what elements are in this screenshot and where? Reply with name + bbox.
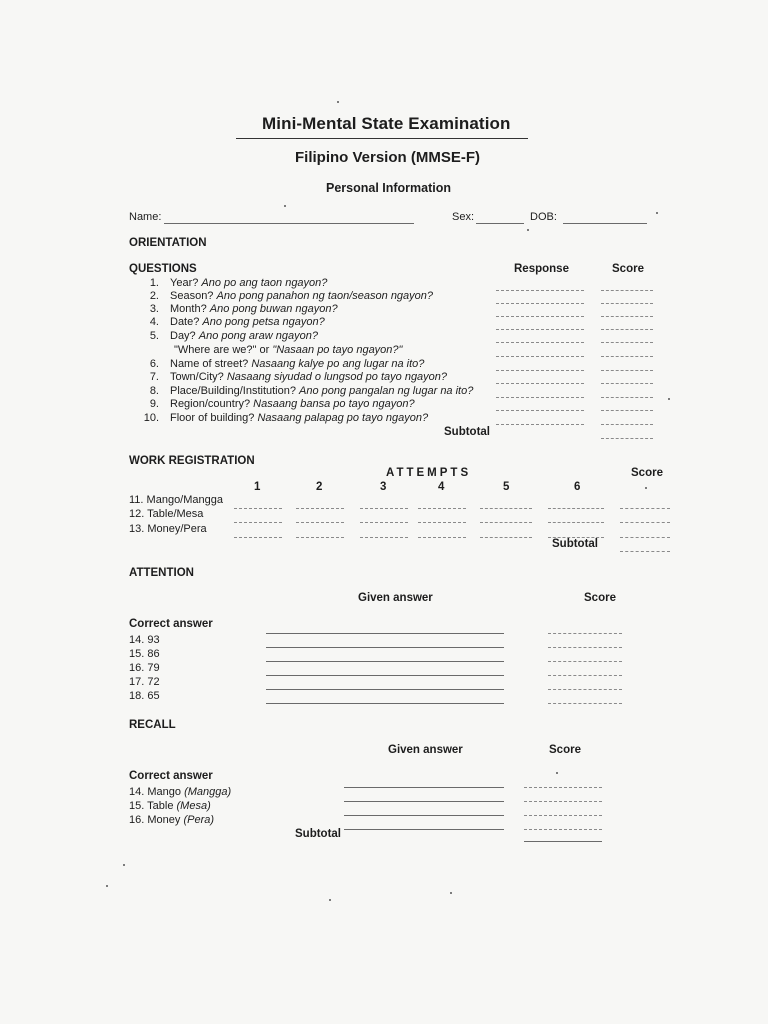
- question-text: Place/Building/Institution? Ano pong pangalan ng lugar na ito?: [170, 385, 474, 397]
- attempt-field[interactable]: [480, 537, 532, 538]
- response-field[interactable]: [496, 370, 584, 371]
- response-field[interactable]: [496, 303, 584, 304]
- question-number: 3.: [149, 303, 159, 315]
- given-answer-field[interactable]: [344, 815, 504, 816]
- attention-subtotal-field[interactable]: [548, 703, 622, 704]
- score-field[interactable]: [601, 303, 653, 304]
- score-field[interactable]: [601, 329, 653, 330]
- score-field[interactable]: [548, 633, 622, 634]
- score-field[interactable]: [548, 675, 622, 676]
- attention-given-label: Given answer: [358, 592, 433, 604]
- name-field[interactable]: [164, 223, 414, 224]
- recall-given-label: Given answer: [388, 744, 463, 756]
- registration-score-label: Score: [631, 467, 663, 479]
- response-label: Response: [514, 263, 569, 275]
- attempt-number: 5: [503, 481, 510, 493]
- attempt-field[interactable]: [480, 522, 532, 523]
- given-answer-field[interactable]: [266, 689, 504, 690]
- correct-answer: 18. 65: [129, 690, 160, 702]
- attempt-field[interactable]: [480, 508, 532, 509]
- score-field[interactable]: [601, 397, 653, 398]
- recall-subtotal-field[interactable]: [524, 841, 602, 842]
- question-text: Floor of building? Nasaang palapag po tayo ngayon?: [170, 412, 429, 424]
- orientation-subtotal-label: Subtotal: [444, 426, 490, 438]
- section-title: Personal Information: [326, 181, 452, 195]
- attempt-field[interactable]: [360, 522, 408, 523]
- response-field[interactable]: [496, 356, 584, 357]
- question-number: 9.: [149, 398, 159, 410]
- score-field[interactable]: [548, 661, 622, 662]
- question-number: 7.: [149, 371, 159, 383]
- score-field[interactable]: [620, 537, 670, 538]
- attempt-field[interactable]: [548, 508, 604, 509]
- attempt-field[interactable]: [234, 508, 282, 509]
- sex-label: Sex:: [452, 211, 475, 223]
- response-field[interactable]: [496, 397, 584, 398]
- recall-score-extra-line[interactable]: [524, 829, 602, 830]
- score-field[interactable]: [524, 787, 602, 788]
- score-field[interactable]: [601, 424, 653, 425]
- question-text: Date? Ano pong petsa ngayon?: [170, 316, 325, 328]
- response-field[interactable]: [496, 383, 584, 384]
- question-number: 1.: [149, 277, 159, 289]
- recall-heading: RECALL: [129, 719, 176, 731]
- score-field[interactable]: [620, 508, 670, 509]
- title-divider: [236, 138, 528, 139]
- question-text: Month? Ano pong buwan ngayon?: [170, 303, 338, 315]
- question-text: Season? Ano pong panahon ng taon/season ngayon?: [170, 290, 434, 302]
- response-field[interactable]: [496, 342, 584, 343]
- attention-correct-label: Correct answer: [129, 618, 213, 630]
- attempt-field[interactable]: [296, 537, 344, 538]
- question-number: 8.: [149, 385, 159, 397]
- score-field[interactable]: [548, 647, 622, 648]
- registration-heading: WORK REGISTRATION: [129, 455, 255, 467]
- score-field[interactable]: [601, 383, 653, 384]
- correct-answer: 17. 72: [129, 676, 160, 688]
- score-field[interactable]: [601, 410, 653, 411]
- correct-answer: 14. 93: [129, 634, 160, 646]
- question-number: 4.: [149, 316, 159, 328]
- orientation-subtotal-field[interactable]: [601, 438, 653, 439]
- score-field[interactable]: [601, 290, 653, 291]
- correct-answer: 15. 86: [129, 648, 160, 660]
- response-field[interactable]: [496, 316, 584, 317]
- attempt-field[interactable]: [234, 537, 282, 538]
- score-field[interactable]: [601, 370, 653, 371]
- question-text: Day? Ano pong araw ngayon?: [170, 330, 319, 342]
- score-field[interactable]: [548, 689, 622, 690]
- score-field[interactable]: [601, 356, 653, 357]
- question-number: 10.: [143, 412, 159, 424]
- attention-given-extra-line[interactable]: [266, 703, 504, 704]
- correct-answer: 16. 79: [129, 662, 160, 674]
- recall-given-extra-line[interactable]: [344, 829, 504, 830]
- name-label: Name:: [129, 211, 162, 223]
- attempt-number: 4: [438, 481, 445, 493]
- recall-score-label: Score: [549, 744, 581, 756]
- attempt-number: 3: [380, 481, 387, 493]
- dob-field[interactable]: [563, 223, 647, 224]
- given-answer-field[interactable]: [344, 787, 504, 788]
- attempt-field[interactable]: [234, 522, 282, 523]
- sex-field[interactable]: [476, 223, 524, 224]
- attempt-field[interactable]: [296, 508, 344, 509]
- given-answer-field[interactable]: [344, 801, 504, 802]
- response-field[interactable]: [496, 424, 584, 425]
- attempt-number: 6: [574, 481, 581, 493]
- attempt-field[interactable]: [548, 522, 604, 523]
- given-answer-field[interactable]: [266, 675, 504, 676]
- attempt-field[interactable]: [296, 522, 344, 523]
- given-answer-field[interactable]: [266, 661, 504, 662]
- response-field[interactable]: [496, 410, 584, 411]
- recall-word: 14. Mango (Mangga): [129, 786, 232, 798]
- question-number: 6.: [149, 358, 159, 370]
- attempt-field[interactable]: [360, 537, 408, 538]
- orientation-heading: ORIENTATION: [129, 237, 207, 249]
- registration-subtotal-label: Subtotal: [552, 538, 598, 550]
- question-text: Region/country? Nasaang bansa po tayo ngayon?: [170, 398, 415, 410]
- dob-label: DOB:: [530, 211, 557, 223]
- given-answer-field[interactable]: [266, 633, 504, 634]
- attempt-number: 1: [254, 481, 261, 493]
- question-number: 2.: [149, 290, 159, 302]
- question-number: 5.: [149, 330, 159, 342]
- attention-heading: ATTENTION: [129, 567, 194, 579]
- recall-word: 15. Table (Mesa): [129, 800, 211, 812]
- score-label: Score: [612, 263, 644, 275]
- attempt-field[interactable]: [418, 537, 466, 538]
- question-text: Year? Ano po ang taon ngayon?: [170, 277, 328, 289]
- recall-correct-label: Correct answer: [129, 770, 213, 782]
- recall-subtotal-label: Subtotal: [295, 828, 341, 840]
- score-field[interactable]: [620, 522, 670, 523]
- attempt-field[interactable]: [360, 508, 408, 509]
- attention-score-label: Score: [584, 592, 616, 604]
- question-text: Town/City? Nasaang siyudad o lungsod po tayo ngayon?: [170, 371, 448, 383]
- attempt-field[interactable]: [418, 508, 466, 509]
- recall-word: 16. Money (Pera): [129, 814, 215, 826]
- registration-subtotal-field[interactable]: [620, 551, 670, 552]
- question-text: Name of street? Nasaang kalye po ang lugar na ito?: [170, 358, 425, 370]
- response-field[interactable]: [496, 329, 584, 330]
- attempts-label: ATTEMPTS: [386, 467, 472, 479]
- score-field[interactable]: [601, 342, 653, 343]
- attempt-number: 2: [316, 481, 323, 493]
- word-item: 13. Money/Pera: [129, 523, 207, 535]
- page-title: Mini-Mental State Examination: [262, 114, 511, 133]
- page-subtitle: Filipino Version (MMSE-F): [295, 149, 480, 166]
- given-answer-field[interactable]: [266, 647, 504, 648]
- score-field[interactable]: [524, 801, 602, 802]
- response-field[interactable]: [496, 290, 584, 291]
- score-field[interactable]: [601, 316, 653, 317]
- word-item: 11. Mango/Mangga: [129, 494, 223, 506]
- score-field[interactable]: [524, 815, 602, 816]
- questions-label: QUESTIONS: [129, 263, 197, 275]
- question-text: "Where are we?" or "Nasaan po tayo ngayon?": [174, 344, 403, 356]
- attempt-field[interactable]: [418, 522, 466, 523]
- word-item: 12. Table/Mesa: [129, 508, 204, 520]
